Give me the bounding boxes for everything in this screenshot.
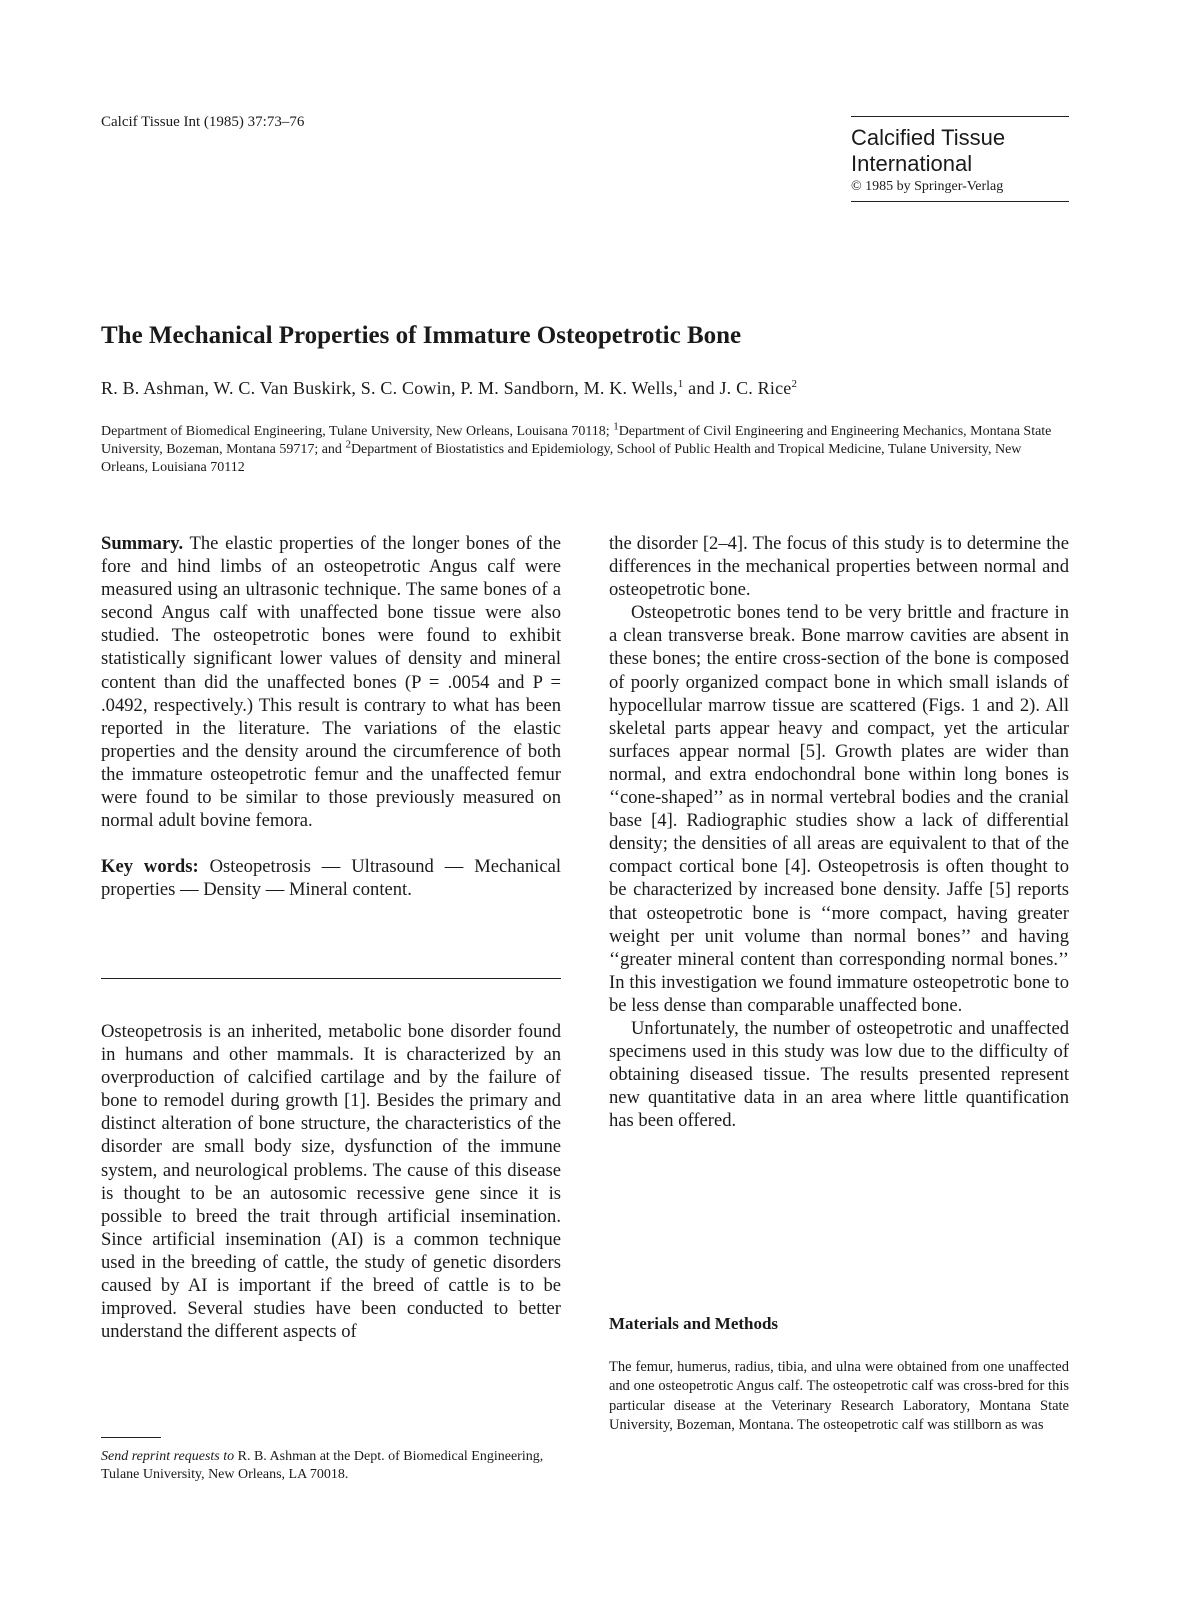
journal-name — [851, 125, 1069, 177]
section-divider — [101, 978, 561, 979]
author-superscript-1: 1 — [677, 378, 684, 390]
footnote-divider — [101, 1437, 161, 1438]
affiliation-superscript-1: 1 — [613, 420, 619, 433]
intro-paragraph-2: Osteopetrotic bones tend to be very brittle and fracture in a clean transverse break. Bone marrow cavities are absent in these bones; the entire cross-section of the bone is composed of poorly organized compact bone in which small islands of hypocellular marrow tissue are scattered (Figs. 1 and 2). All skeletal parts appear heavy and compact, yet the articular surfaces appear normal [5]. Growth plates are wider than normal, and extra endochondral bone within long bones is ‘‘cone-shaped’’ as in normal vertebral bodies and the cranial base [4]. Radiographic studies show a lack of differential density; the densities of all areas are equivalent to that of the compact cortical bone [4]. Osteopetrosis is often thought to be characterized by increased bone density. Jaffe [5] reports that osteopetrotic bone is ‘‘more compact, having greater weight per unit volume than normal bones’’ and having ‘‘greater mineral content than corresponding normal bones.’’ In this investigation we found immature osteopetrotic bone to be less dense than comparable unaffected bone. — [609, 602, 1069, 1016]
affiliations — [101, 420, 1071, 477]
intro-paragraph-1-continued: the disorder [2–4]. The focus of this study is to determine the differences in the mechanical properties between normal and osteopetrotic bone. — [609, 533, 1069, 601]
summary-text: The elastic properties of the longer bones of the fore and hind limbs of an osteopetrotic Angus calf were measured using an ultrasonic technique. The same bones of a second Angus calf with unaffected bone tissue were also studied. The osteopetrotic bones were found to exhibit statistically significant lower values of density and mineral content than did the unaffected bones (P = .0054 and P = .0492, respectively.) This result is contrary to what has been reported in the literature. The variations of the elastic properties and the density around the circumference of both the immature osteopetrotic femur and the unaffected femur were found to be similar to those previously measured on normal adult bovine femora. — [101, 533, 562, 832]
author-superscript-2: 2 — [791, 378, 798, 390]
article-title: The Mechanical Properties of Immature Osteopetrotic Bone — [101, 322, 742, 349]
journal-name-line2: International — [851, 151, 973, 176]
intro-paragraph-1: Osteopetrosis is an inherited, metabolic bone disorder found in humans and other mammals. It is characterized by an overproduction of calcified cartilage and by the failure of bone to remodel during growth [1]. Besides the primary and distinct alteration of bone structure, the characteristics of the disorder are small body size, dysfunction of the immune system, and neurological problems. The cause of this disease is thought to be an autosomic recessive gene since it is possible to breed the trait through artificial insemination. Since artificial insemination (AI) is a common technique used in the breeding of cattle, the study of genetic disorders caused by AI is important if the breed of cattle is to be improved. Several studies have been conducted to better understand the different aspects of — [101, 1021, 561, 1343]
methods-heading: Materials and Methods — [609, 1314, 779, 1333]
footnote-italic: Send reprint requests to — [101, 1449, 235, 1464]
affiliation-1: Department of Biomedical Engineering, Tulane University, New Orleans, Louisana 70118; — [101, 424, 614, 439]
copyright-notice: © 1985 by Springer-Verlag — [851, 179, 1004, 194]
intro-column-right — [609, 532, 1069, 1132]
authors-main: R. B. Ashman, W. C. Van Buskirk, S. C. Cowin, P. M. Sandborn, M. K. Wells, — [101, 378, 678, 398]
footnote-text: R. B. Ashman at the Dept. of Biomedical Engineering, Tulane University, New Orleans, LA 70018. — [101, 1449, 544, 1482]
keywords-label: Key words: — [101, 856, 199, 878]
journal-masthead — [851, 116, 1069, 202]
summary-section — [101, 532, 561, 901]
summary-paragraph — [101, 532, 561, 832]
affiliation-2: Department of Civil Engineering and Engineering Mechanics, Montana State University, Bozeman, Montana 59717; and — [101, 424, 1052, 457]
summary-label: Summary. — [101, 533, 184, 554]
journal-name-line1: Calcified Tissue — [851, 125, 1006, 150]
intro-column-left — [101, 1020, 561, 1343]
intro-paragraph-3: Unfortunately, the number of osteopetrotic and unaffected specimens used in this study was low due to the difficulty of obtaining diseased tissue. The results presented represent new quantitative data in an area where little quantification has been offered. — [609, 1017, 1069, 1132]
methods-paragraph: The femur, humerus, radius, tibia, and ulna were obtained from one unaffected and one osteopetrotic Angus calf. The osteopetrotic calf was cross-bred for this particular disease at the Veterinary Research Laboratory, Montana State University, Bozeman, Montana. The osteopetrotic calf was stillborn as was — [609, 1359, 1069, 1433]
keywords-text: Osteopetrosis — Ultrasound — Mechanical properties — Density — Mineral content. — [101, 856, 561, 901]
reprint-footnote — [101, 1448, 561, 1484]
journal-citation: Calcif Tissue Int (1985) 37:73–76 — [101, 114, 305, 130]
keywords-paragraph — [101, 855, 561, 901]
author-list — [101, 378, 797, 399]
authors-and: and J. C. Rice — [683, 378, 792, 398]
affiliation-superscript-2: 2 — [345, 438, 351, 451]
affiliation-3: Department of Biostatistics and Epidemiology, School of Public Health and Tropical Medicine, Tulane University, New Orleans, Louisiana 70112 — [101, 442, 1022, 475]
